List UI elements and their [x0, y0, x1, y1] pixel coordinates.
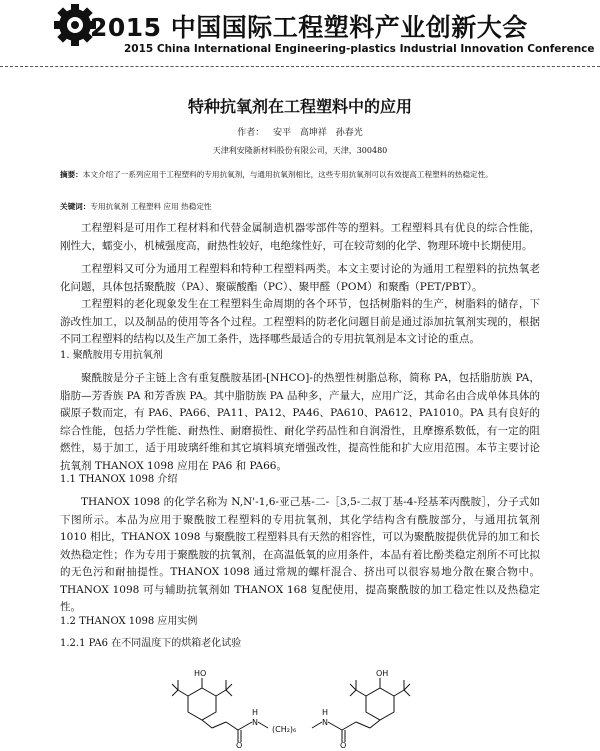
- section-heading-1-2-1: 1.2.1 PA6 在不同温度下的烘箱老化试验: [60, 638, 242, 649]
- abstract-label: 摘要：: [60, 170, 83, 179]
- abstract-text: 本文介绍了一系列应用于工程塑料的专用抗氧剂，与通用抗氧剂相比，这些专用抗氧剂可以有效提高工程塑料的热稳定性。: [82, 170, 493, 179]
- hydroxyl-left-label: HO: [194, 669, 207, 678]
- paper-affiliation: 天津利安隆新材料股份有限公司，天津，300480: [212, 146, 388, 155]
- section-heading-1: 1. 聚酰胺用专用抗氧剂: [60, 350, 163, 361]
- abstract: [60, 168, 540, 182]
- carbonyl-o-right-label: O: [340, 741, 347, 748]
- keywords: [60, 200, 540, 214]
- amide-h-left-label: H: [252, 708, 259, 717]
- paragraph-intro-1: 工程塑料是可用作工程材料和代替金属制造机器零部件等的塑料。工程塑料具有优良的综合性能，刚性大，蠕变小，机械强度高，耐热性较好，电绝缘性好，可在较苛刻的化学、物理环境中长期使用。: [60, 222, 540, 252]
- keywords-text: 专用抗氧剂 工程塑料 应用 热稳定性: [90, 202, 212, 211]
- section-1-paragraph: 聚酰胺是分子主链上含有重复酰胺基团-[NHCO]-的热塑性树脂总称，简称 PA，包括脂肪族 PA，脂肪—芳香族 PA 和芳香族 PA。其中脂肪族 PA 品种多，产量大，应用广泛，其命名由合成单体具体的碳原子数而定，有 PA6、PA66、PA11、PA12、PA46、PA610、PA612、PA1010。PA 具有良好的综合性能，包括力学性能、耐热性、耐磨损性、耐化学药品性和自润滑性，且摩擦系数低，有一定的阻燃性，易于加工，适于用玻璃纤维和其它填料填充增强改性，提高性能和扩大应用范围。本节主要讨论抗氧剂 THANOX 1098 应用在 PA6 和 PA66。: [60, 372, 540, 472]
- section-1-1-paragraph: THANOX 1098 的化学名称为 N,N'-1,6-亚己基-二-［3,5-二叔丁基-4-羟基苯丙酰胺］，分子式如下图所示。本品为应用于聚酰胺工程塑料的专用抗氧剂，其化学结构含有酰胺部分，与通用抗氧剂 1010 相比，THANOX 1098 与聚酰胺工程塑料具有天然的相容性，可以为聚酰胺提供优异的加工和长效热稳定性；作为专用于聚酰胺的抗氧剂，在高温低氧的应用条件，本品有着比酚类稳定剂所不可比拟的无色污和耐抽提性。THANOX 1098 通过常规的螺杆混合、挤出可以很容易地分散在聚合物中。THANOX 1098 可与辅助抗氧剂如 THANOX 168 复配使用，提高聚酰胺的加工稳定性以及热稳定性。: [60, 496, 540, 613]
- conference-title: 2015 中国国际工程塑料产业创新大会: [90, 13, 528, 42]
- paragraph-intro-3: 工程塑料的老化现象发生在工程塑料生命周期的各个环节，包括树脂料的生产，树脂料的储存，下游改性加工，以及制品的使用等各个过程。工程塑料的防老化问题目前是通过添加抗氧剂实现的，根据不同工程塑料的结构以及生产加工条件，选择哪些最适合的专用抗氧剂是本文讨论的重点。: [60, 298, 540, 345]
- paragraph-intro-2: 工程塑料又可分为通用工程塑料和特种工程塑料两类。本文主要讨论的为通用工程塑料的抗热氧老化问题，具体包括聚酰胺（PA）、聚碳酸酯（PC）、聚甲醛（POM）和聚酯（PET/PBT）。: [60, 263, 540, 293]
- amide-n-right-label: N: [322, 718, 328, 727]
- section-heading-1-2: 1.2 THANOX 1098 应用实例: [60, 616, 198, 627]
- section-heading-1-1: 1.1 THANOX 1098 介绍: [60, 474, 178, 485]
- hydroxyl-right-label: OH: [376, 669, 389, 678]
- hexamethylene-chain-label: (CH₂)₆: [272, 725, 297, 734]
- carbonyl-o-left-label: O: [236, 741, 243, 748]
- thanox-1098-structure-diagram: [172, 660, 432, 748]
- amide-n-left-label: N: [252, 718, 258, 727]
- paper-title: 特种抗氧剂在工程塑料中的应用: [187, 97, 412, 116]
- keywords-label: 关键词：: [60, 202, 91, 211]
- header-divider: [0, 66, 600, 67]
- conference-subtitle: 2015 China International Engineering-plastics Industrial Innovation Conference: [124, 43, 595, 55]
- amide-h-right-label: H: [322, 708, 329, 717]
- paper-authors: 作者： 安平 高坤祥 孙春光: [237, 128, 363, 138]
